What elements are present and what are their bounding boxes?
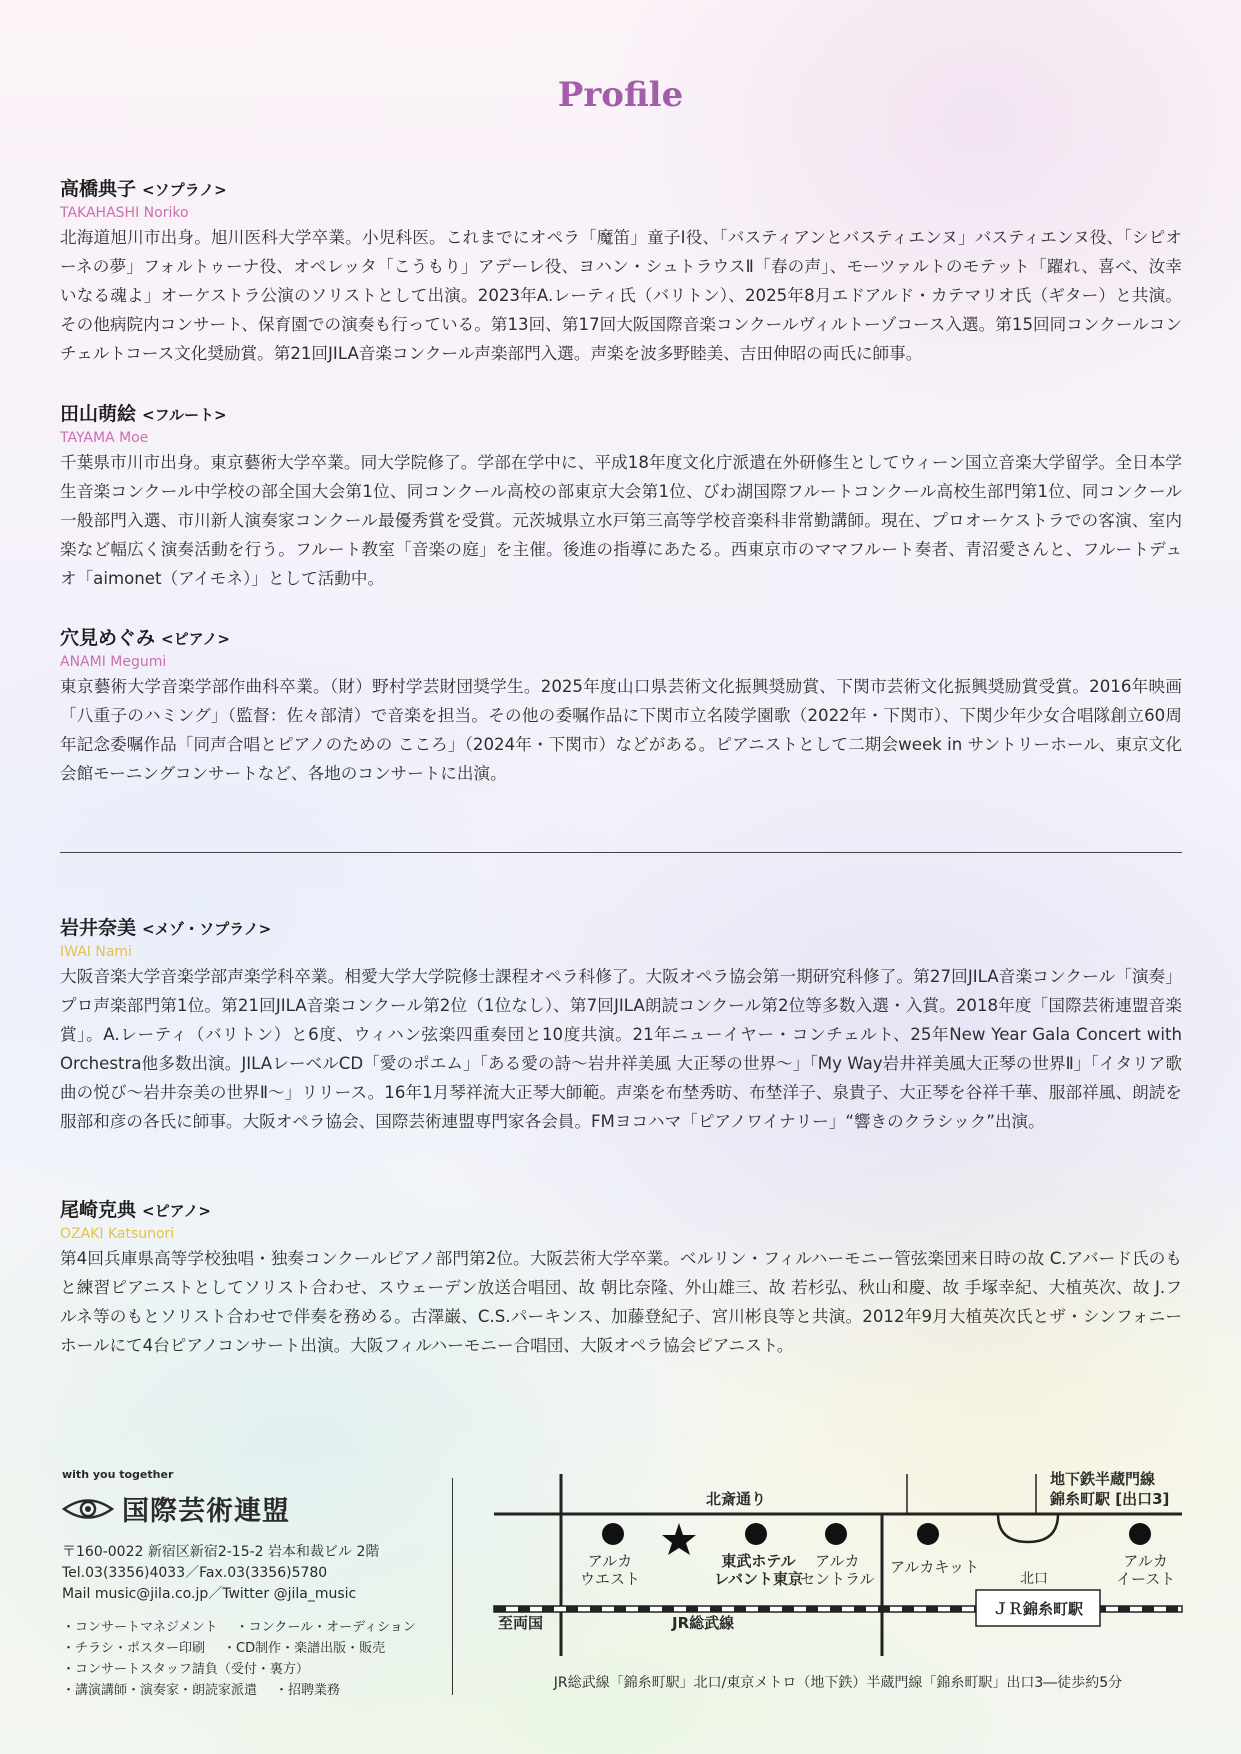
org-services (62, 1617, 442, 1701)
station-label: ＪＲ錦糸町駅 (992, 1600, 1083, 1618)
exit-label: 北口 (1020, 1571, 1048, 1587)
section-divider (60, 852, 1182, 853)
venue-label: アルカ セントラル (800, 1552, 875, 1588)
map-marker (602, 1523, 624, 1545)
profile-name: 田山萌絵 (60, 403, 137, 425)
service-item: ・コンサートスタッフ請負（受付・裏方） (62, 1662, 309, 1677)
service-item: ・コンサートマネジメント (62, 1620, 218, 1635)
services-row (62, 1659, 442, 1680)
service-item: ・CD制作・楽譜出版・販売 (223, 1641, 386, 1656)
subway-line-label: 地下鉄半蔵門線 (1050, 1470, 1156, 1488)
org-info (62, 1468, 442, 1701)
profile-bio: 第4回兵庫県高等学校独唱・独奏コンクールピアノ部門第2位。大阪芸術大学卒業。ベルリン・フィルハーモニー管弦楽団来日時の故 C.アバード氏のもと練習ピアニストとしてソリスト合わせ、スウェーデン放送合唱団、故 朝比奈隆、外山雄三、故 若杉弘、秋山和慶、故 手塚幸紀、大植英次、故 J.フルネ等のもとソリスト合わせで伴奏を務める。古澤巌、C.S.パーキンス、加藤登紀子、宮川彬良等と共演。2012年9月大植英次氏とザ・シンフォニーホールにて4台ピアノコンサート出演。大阪フィルハーモニー合唱団、大阪オペラ協会ピアニスト。 (60, 1249, 1182, 1355)
venue-label: 東武ホテル レバント東京 (714, 1552, 803, 1588)
profile-roman-name: IWAI Nami (60, 944, 132, 960)
profile-roman-name: OZAKI Katsunori (60, 1226, 175, 1242)
subway-station-label: 錦糸町駅 [出口3] (1050, 1490, 1170, 1508)
profile-bio: 千葉県市川市出身。東京藝術大学卒業。同大学院修了。学部在学中に、平成18年度文化庁派遣在外研修生としてウィーン国立音楽大学留学。全日本学生音楽コンクール中学校の部全国大会第1位、同コンクール高校の部東京大会第1位、びわ湖国際フルートコンクール高校生部門第1位、同コンクール一般部門入選、市川新人演奏家コンクール最優秀賞を受賞。元茨城県立水戸第三高等学校音楽科非常勤講師。現在、プロオーケストラでの客演、室内楽など幅広く演奏活動を行う。フルート教室「音楽の庭」を主催。後進の指導にあたる。西東京市のママフルート奏者、青沼愛さんと、フルートデュオ「aimonet（アイモネ）」として活動中。 (60, 453, 1182, 588)
profile-name: 尾崎克典 (60, 1199, 137, 1221)
services-row (62, 1617, 442, 1638)
services-row (62, 1680, 442, 1701)
profile-roman-name: ANAMI Megumi (60, 654, 167, 670)
profile-bio: 東京藝術大学音楽学部作曲科卒業。（財）野村学芸財団奨学生。2025年度山口県芸術文化振興奨励賞、下関市芸術文化振興奨励賞受賞。2016年映画「八重子のハミング」（監督：佐々部清）で音楽を担当。その他の委嘱作品に下関市立名陵学園歌（2022年・下関市）、下関少年少女合唱隊創立60周年記念委嘱作品「同声合唱とピアノのための こころ」（2024年・下関市）などがある。ピアニストとして二期会week in サントリーホール、東京文化会館モーニングコンサートなど、各地のコンサートに出演。 (60, 677, 1182, 783)
profile-role: <ピアノ> (142, 1202, 211, 1220)
underpass-path (998, 1514, 1058, 1542)
map-marker (825, 1523, 847, 1545)
direction-label: 至両国 (498, 1614, 544, 1632)
access-map (492, 1466, 1184, 1694)
page-title: Profile (557, 74, 684, 115)
org-logo (62, 1489, 442, 1528)
profile-takahashi (60, 176, 1182, 368)
venue-label: アルカキット (890, 1558, 980, 1576)
profile-name: 岩井奈美 (60, 917, 137, 939)
profile-iwai (60, 915, 1182, 1136)
service-item: ・招聘業務 (275, 1683, 341, 1698)
profile-role: <ソプラノ> (142, 181, 227, 199)
rail-line-label: JR総武線 (672, 1614, 735, 1632)
profile-role: <メゾ・ソプラノ> (142, 920, 272, 938)
profile-role: <ピアノ> (161, 630, 230, 648)
profile-roman-name: TAKAHASHI Noriko (60, 205, 189, 221)
service-item: ・コンクール・オーディション (235, 1620, 416, 1635)
org-tel: Tel.03(3356)4033／Fax.03(3356)5780 (62, 1565, 328, 1581)
access-caption: JR総武線「錦糸町駅」北口/東京メトロ（地下鉄）半蔵門線「錦糸町駅」出口3―徒歩約5分 (553, 1675, 1123, 1691)
profile-bio: 北海道旭川市出身。旭川医科大学卒業。小児科医。これまでにオペラ「魔笛」童子Ⅰ役、「バスティアンとバスティエンヌ」バスティエンヌ役、「シピオーネの夢」フォルトゥーナ役、オペレッタ「こうもり」アデーレ役、ヨハン・シュトラウスⅡ「春の声」、モーツァルトのモテット「躍れ、喜べ、汝幸いなる魂よ」オーケストラ公演のソリストとして出演。2023年A.レーティ氏（バリトン）、2025年8月エドアルド・カテマリオ氏（ギター）と共演。その他病院内コンサート、保育園での演奏も行っている。第13回、第17回大阪国際音楽コンクールヴィルトーゾコース入選。第15回同コンクールコンチェルトコース文化奨励賞。第21回JILA音楽コンクール声楽部門入選。声楽を波多野睦美、吉田伸昭の両氏に師事。 (60, 228, 1182, 363)
street-label: 北斎通り (706, 1490, 767, 1508)
profile-anami (60, 625, 1182, 788)
eye-logo-icon (62, 1496, 114, 1522)
profile-roman-name: TAYAMA Moe (60, 430, 149, 446)
org-address: 〒160-0022 新宿区新宿2-15-2 岩本和裁ビル 2階 (62, 1544, 380, 1560)
map-marker (745, 1523, 767, 1545)
venue-star-icon (662, 1523, 696, 1555)
org-name: 国際芸術連盟 (122, 1496, 290, 1527)
venue-label: アルカ イースト (1116, 1552, 1176, 1588)
profile-name: 穴見めぐみ (60, 627, 156, 649)
profile-tayama (60, 401, 1182, 593)
service-item: ・チラシ・ポスター印刷 (62, 1641, 206, 1656)
profile-bio: 大阪音楽大学音楽学部声楽学科卒業。相愛大学大学院修士課程オペラ科修了。大阪オペラ協会第一期研究科修了。第27回JILA音楽コンクール「演奏」プロ声楽部門第1位。第21回JILA音楽コンクール第2位（1位なし）、第7回JILA朗読コンクール第2位等多数入選・入賞。2018年度「国際芸術連盟音楽賞」。A.レーティ（バリトン）と6度、ウィハン弦楽四重奏団と10度共演。21年ニューイヤー・コンチェルト、25年New Year Gala Concert with Orchestra他多数出演。JILAレーベルCD「愛のポエム」「ある愛の詩〜岩井祥美風 大正琴の世界〜」「My Way岩井祥美風大正琴の世界Ⅱ」「イタリア歌曲の悦び〜岩井奈美の世界Ⅱ〜」リリース。16年1月琴祥流大正琴大師範。声楽を布埜秀昉、布埜洋子、泉貴子、大正琴を谷祥千華、服部祥風、朗読を服部和彦の各氏に師事。大阪オペラ協会、国際芸術連盟専門家各会員。FMヨコハマ「ピアノワイナリー」“響きのクラシック”出演。 (60, 967, 1182, 1131)
org-tagline: with you together (62, 1468, 174, 1481)
venue-label: アルカ ウエスト (580, 1552, 641, 1588)
profile-name: 高橋典子 (60, 178, 137, 200)
profile-ozaki (60, 1197, 1182, 1360)
org-mail[interactable]: Mail music@jila.co.jp／Twitter @jila_music (62, 1586, 357, 1602)
service-item: ・講演講師・演奏家・朗読家派遣 (62, 1683, 258, 1698)
services-row (62, 1638, 442, 1659)
footer-separator (452, 1478, 453, 1695)
map-marker (1129, 1523, 1151, 1545)
map-marker (917, 1523, 939, 1545)
profile-role: <フルート> (142, 406, 227, 424)
